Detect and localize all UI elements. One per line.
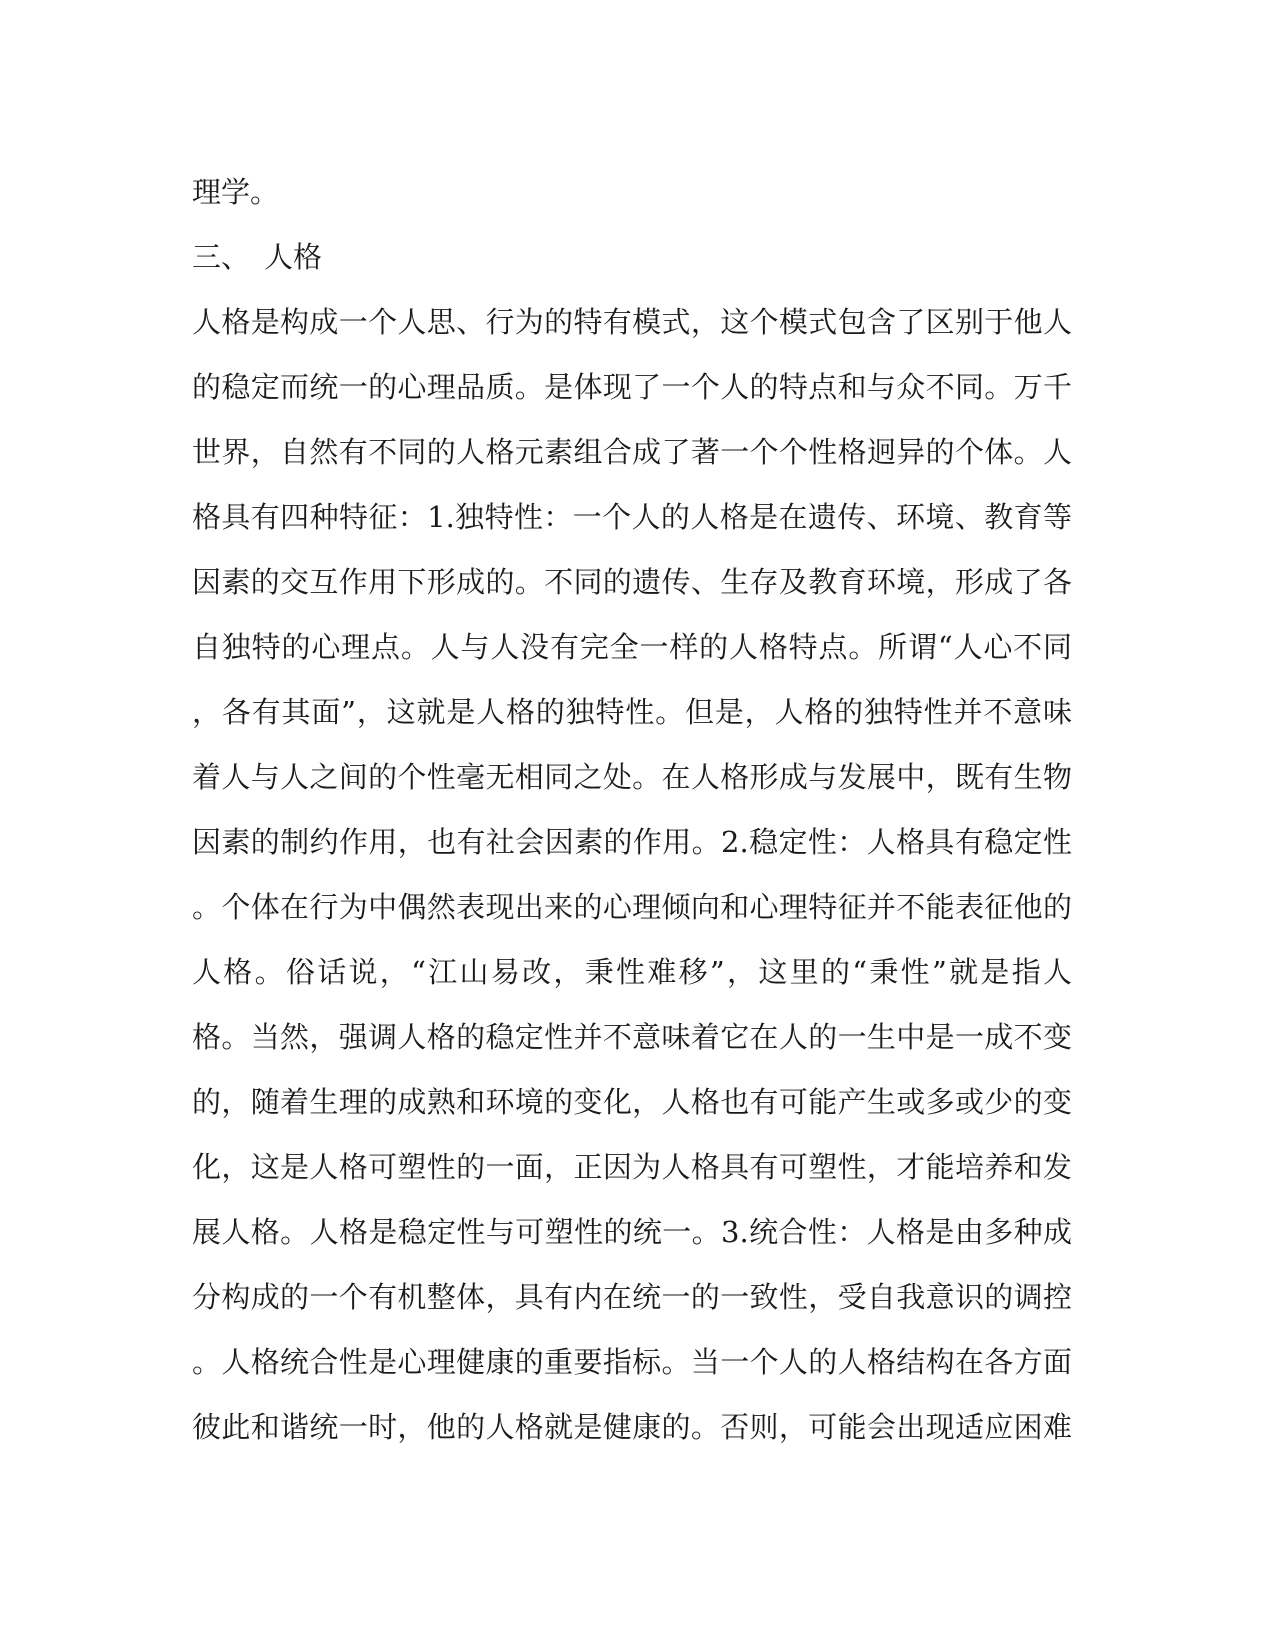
text-line: 着人与人之间的个性毫无相同之处。在人格形成与发展中，既有生物 bbox=[192, 760, 1072, 794]
text-line: 人格。俗话说，“江山易改，秉性难移”，这里的“秉性”就是指人 bbox=[192, 955, 1072, 989]
body-text bbox=[192, 160, 1072, 1460]
text-line: 自独特的心理点。人与人没有完全一样的人格特点。所谓“人心不同 bbox=[192, 630, 1072, 664]
text-line: 展人格。人格是稳定性与可塑性的统一。3.统合性：人格是由多种成 bbox=[192, 1215, 1072, 1249]
text-line: 分构成的一个有机整体，具有内在统一的一致性，受自我意识的调控 bbox=[192, 1280, 1072, 1314]
text-line: ，各有其面”，这就是人格的独特性。但是，人格的独特性并不意味 bbox=[192, 695, 1072, 729]
text-line: 世界，自然有不同的人格元素组合成了著一个个性格迥异的个体。人 bbox=[192, 435, 1072, 469]
text-line: 。个体在行为中偶然表现出来的心理倾向和心理特征并不能表征他的 bbox=[192, 890, 1072, 924]
text-line: 的稳定而统一的心理品质。是体现了一个人的特点和与众不同。万千 bbox=[192, 370, 1072, 404]
text-line: 理学。 bbox=[192, 175, 280, 209]
text-line: 格。当然，强调人格的稳定性并不意味着它在人的一生中是一成不变 bbox=[192, 1020, 1072, 1054]
section-number: 三、 bbox=[192, 240, 251, 274]
text-line: 人格是构成一个人思、行为的特有模式，这个模式包含了区别于他人 bbox=[192, 305, 1072, 339]
text-line: 化，这是人格可塑性的一面，正因为人格具有可塑性，才能培养和发 bbox=[192, 1150, 1072, 1184]
text-line: 因素的交互作用下形成的。不同的遗传、生存及教育环境，形成了各 bbox=[192, 565, 1072, 599]
section-heading bbox=[192, 225, 1072, 290]
section-title: 人格 bbox=[264, 240, 323, 274]
text-line: 。人格统合性是心理健康的重要指标。当一个人的人格结构在各方面 bbox=[192, 1345, 1072, 1379]
text-line: 因素的制约作用，也有社会因素的作用。2.稳定性：人格具有稳定性 bbox=[192, 825, 1072, 859]
text-line: 的，随着生理的成熟和环境的变化，人格也有可能产生或多或少的变 bbox=[192, 1085, 1072, 1119]
text-line: 彼此和谐统一时，他的人格就是健康的。否则，可能会出现适应困难 bbox=[192, 1410, 1072, 1444]
text-line: 格具有四种特征：1.独特性：一个人的人格是在遗传、环境、教育等 bbox=[192, 500, 1072, 534]
